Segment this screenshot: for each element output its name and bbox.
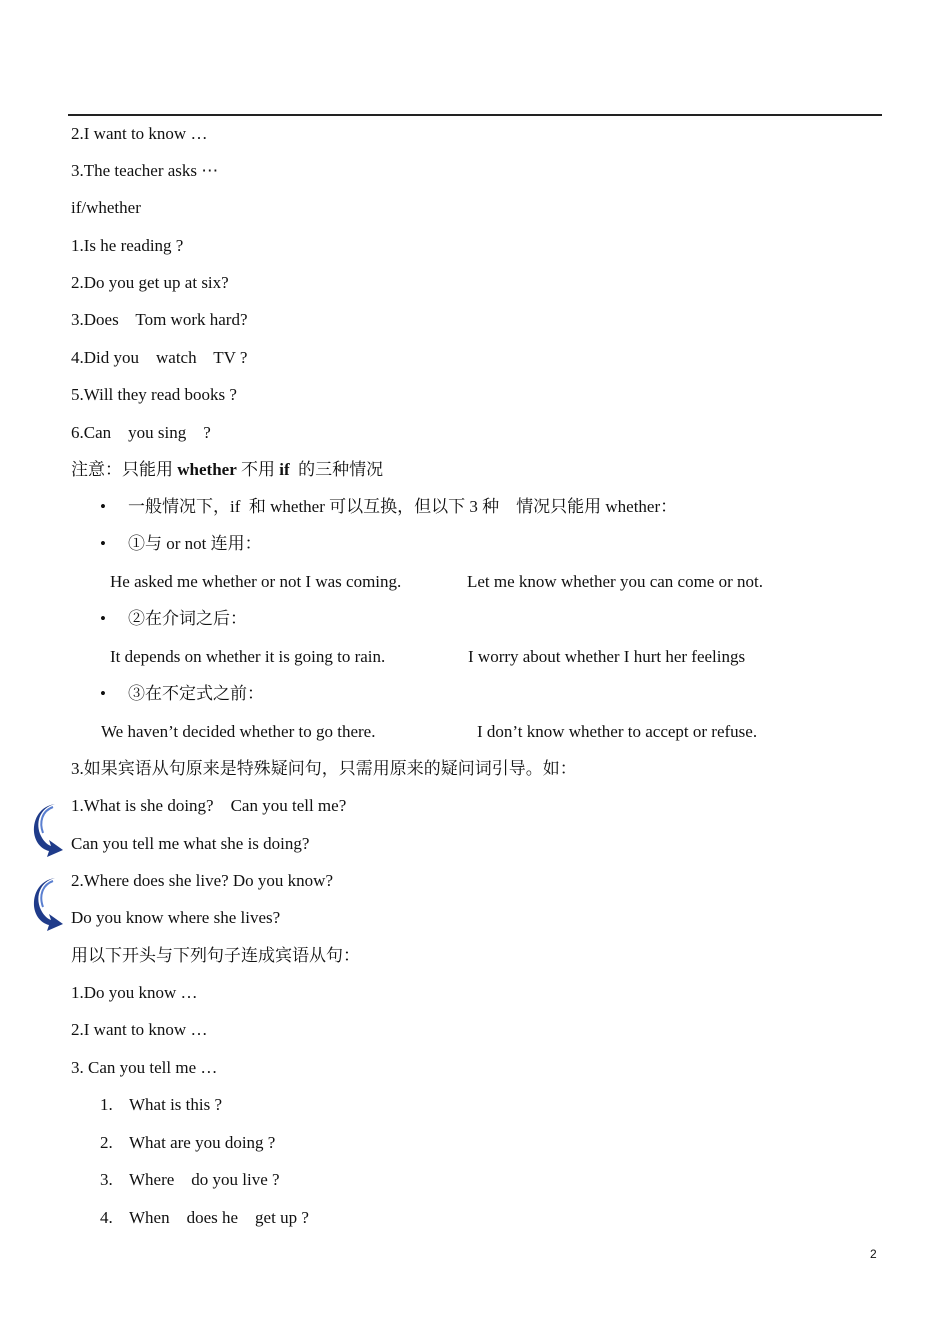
exercise-number: 4. — [100, 1208, 113, 1227]
task-heading: 用以下开头与下列句子连成宾语从句： — [71, 946, 360, 965]
text-line: 2.I want to know … — [71, 124, 208, 143]
note-heading — [71, 460, 383, 480]
note-bold-if: if — [279, 460, 290, 479]
exercise-number: 2. — [100, 1133, 113, 1152]
question-line: 3.Does Tom work hard? — [71, 310, 248, 329]
starter-line: 3. Can you tell me … — [71, 1058, 218, 1077]
bullet-text: ③在不定式之前： — [128, 684, 264, 703]
example-sentence: Let me know whether you can come or not. — [467, 572, 763, 591]
example-sentence: He asked me whether or not I was coming. — [110, 572, 402, 591]
exercise-text: What are you doing ? — [129, 1133, 276, 1152]
question-line: 5.Will they read books ? — [71, 385, 237, 404]
bullet-icon: • — [100, 534, 106, 553]
bullet-text: ①与 or not 连用： — [128, 534, 262, 553]
question-line: 2.Do you get up at six? — [71, 273, 229, 292]
note-mid: 不用 — [236, 460, 280, 479]
curved-arrow-icon — [33, 876, 67, 932]
page-number: 2 — [870, 1247, 877, 1261]
note-prefix: 注意：只能用 — [71, 460, 178, 479]
bullet-icon: • — [100, 497, 106, 516]
pair-line: 2.Where does she live? Do you know? — [71, 871, 334, 890]
bullet-text: ②在介词之后： — [128, 609, 247, 628]
bullet-text: 一般情况下，if 和 whether 可以互换，但以下 3 种 情况只能用 whether： — [128, 497, 678, 516]
section-heading: 3.如果宾语从句原来是特殊疑问句，只需用原来的疑问词引导。如： — [71, 759, 577, 778]
bullet-icon: • — [100, 609, 106, 628]
example-sentence: I worry about whether I hurt her feelings — [468, 647, 746, 666]
starter-line: 1.Do you know … — [71, 983, 198, 1002]
question-line: 6.Can you sing ? — [71, 423, 211, 442]
starter-line: 2.I want to know … — [71, 1020, 208, 1039]
text-line: if/whether — [71, 198, 141, 217]
pair-line: Can you tell me what she is doing? — [71, 834, 310, 853]
exercise-text: When does he get up ? — [129, 1208, 309, 1227]
pair-line: 1.What is she doing? Can you tell me? — [71, 796, 347, 815]
exercise-number: 3. — [100, 1170, 113, 1189]
curved-arrow-icon — [33, 802, 67, 858]
pair-line: Do you know where she lives? — [71, 908, 281, 927]
text-line: 3.The teacher asks ⋯ — [71, 161, 219, 180]
example-sentence: We haven’t decided whether to go there. — [101, 722, 376, 741]
note-suffix: 的三种情况 — [289, 460, 384, 479]
exercise-text: What is this ? — [129, 1095, 223, 1114]
example-sentence: I don’t know whether to accept or refuse. — [477, 722, 758, 741]
header-rule — [68, 114, 882, 116]
example-sentence: It depends on whether it is going to rain. — [110, 647, 386, 666]
question-line: 4.Did you watch TV ? — [71, 348, 248, 367]
note-bold-whether: whether — [177, 460, 237, 479]
exercise-text: Where do you live ? — [129, 1170, 280, 1189]
question-line: 1.Is he reading ? — [71, 236, 184, 255]
exercise-number: 1. — [100, 1095, 113, 1114]
bullet-icon: • — [100, 684, 106, 703]
